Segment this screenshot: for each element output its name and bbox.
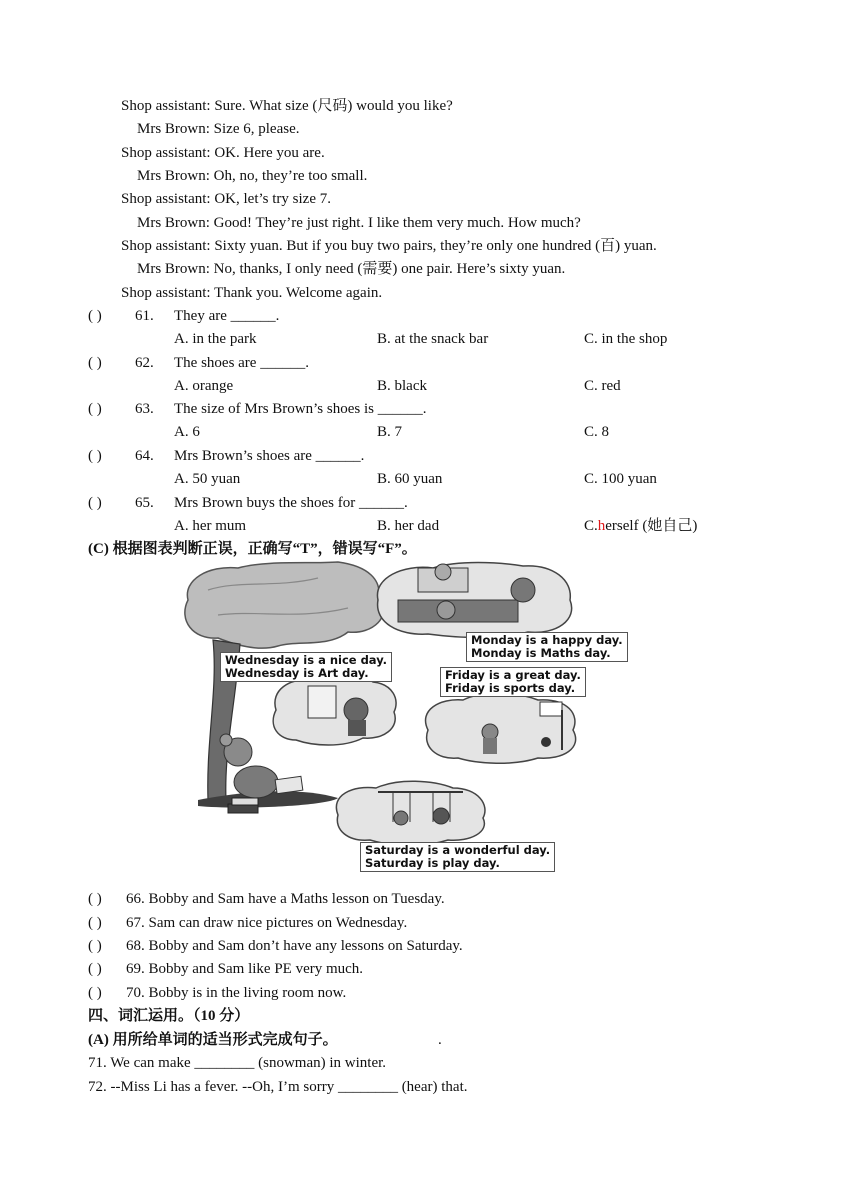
answer-blank[interactable]: ( ) bbox=[88, 961, 102, 977]
option-b: B. 60 yuan bbox=[377, 471, 443, 487]
question-number: 64. bbox=[135, 448, 154, 464]
illustration bbox=[178, 560, 623, 878]
option-a: A. orange bbox=[174, 378, 234, 394]
caption-saturday-line1: Saturday is a wonderful day. bbox=[365, 843, 551, 857]
section-4-title: 四、词汇运用。（10 分） bbox=[88, 1008, 250, 1024]
question-stem: Mrs Brown buys the shoes for ______. bbox=[174, 495, 408, 511]
tf-statement: 68. Bobby and Sam don’t have any lessons on Saturday. bbox=[126, 938, 463, 954]
caption-monday-line2: Monday is Maths day. bbox=[471, 646, 611, 660]
tf-statement: 69. Bobby and Sam like PE very much. bbox=[126, 961, 364, 977]
option-a: A. in the park bbox=[174, 331, 257, 347]
option-c-prefix: C. bbox=[584, 518, 598, 534]
option-c: C. 100 yuan bbox=[584, 471, 657, 487]
question-number: 63. bbox=[135, 401, 154, 417]
caption-wednesday-line1: Wednesday is a nice day. bbox=[225, 653, 388, 667]
question-stem: The size of Mrs Brown’s shoes is ______. bbox=[174, 401, 427, 417]
option-b: B. at the snack bar bbox=[377, 331, 489, 347]
caption-saturday bbox=[360, 842, 555, 872]
question-stem: Mrs Brown’s shoes are ______. bbox=[174, 448, 365, 464]
caption-wednesday-line2: Wednesday is Art day. bbox=[225, 666, 369, 680]
option-c: C. in the shop bbox=[584, 331, 668, 347]
option-a: A. 6 bbox=[174, 424, 200, 440]
answer-blank[interactable]: ( ) bbox=[88, 985, 102, 1001]
section-4a-title: (A) 用所给单词的适当形式完成句子。 bbox=[88, 1032, 338, 1048]
option-a: A. 50 yuan bbox=[174, 471, 241, 487]
fill-question: 72. --Miss Li has a fever. --Oh, I’m sorry ________ (hear) that. bbox=[88, 1079, 468, 1095]
option-c: C. red bbox=[584, 378, 621, 394]
caption-wednesday bbox=[220, 652, 392, 682]
tf-statement: 67. Sam can draw nice pictures on Wednesday. bbox=[126, 915, 408, 931]
dialogue-line: Mrs Brown: Good! They’re just right. I like them very much. How much? bbox=[137, 215, 581, 231]
dialogue-line: Mrs Brown: Oh, no, they’re too small. bbox=[137, 168, 368, 184]
answer-blank[interactable]: ( ) bbox=[88, 308, 102, 324]
answer-blank[interactable]: ( ) bbox=[88, 891, 102, 907]
caption-monday bbox=[466, 632, 628, 662]
question-number: 65. bbox=[135, 495, 154, 511]
question-stem: They are ______. bbox=[174, 308, 280, 324]
answer-blank[interactable]: ( ) bbox=[88, 495, 102, 511]
fill-question: 71. We can make ________ (snowman) in winter. bbox=[88, 1055, 387, 1071]
dialogue-line: Shop assistant: OK. Here you are. bbox=[121, 145, 325, 161]
dialogue-line: Shop assistant: Sure. What size (尺码) would you like? bbox=[121, 98, 453, 114]
dialogue-line: Shop assistant: OK, let’s try size 7. bbox=[121, 191, 331, 207]
option-c-rest: erself (她自己) bbox=[605, 518, 698, 534]
caption-friday-line1: Friday is a great day. bbox=[445, 668, 581, 682]
question-stem: The shoes are ______. bbox=[174, 355, 309, 371]
option-b: B. 7 bbox=[377, 424, 403, 440]
question-number: 61. bbox=[135, 308, 154, 324]
dialogue-line: Mrs Brown: Size 6, please. bbox=[137, 121, 300, 137]
tf-statement: 66. Bobby and Sam have a Maths lesson on Tuesday. bbox=[126, 891, 445, 907]
question-number: 62. bbox=[135, 355, 154, 371]
dialogue-line: Shop assistant: Sixty yuan. But if you buy two pairs, they’re only one hundred (百) yuan. bbox=[121, 238, 657, 254]
option-b: B. black bbox=[377, 378, 427, 394]
answer-blank[interactable]: ( ) bbox=[88, 355, 102, 371]
option-c-red-letter: h bbox=[597, 518, 606, 534]
answer-blank[interactable]: ( ) bbox=[88, 448, 102, 464]
dialogue-line: Shop assistant: Thank you. Welcome again. bbox=[121, 285, 383, 301]
option-c: C. 8 bbox=[584, 424, 610, 440]
caption-friday-line2: Friday is sports day. bbox=[445, 681, 576, 695]
option-b: B. her dad bbox=[377, 518, 440, 534]
tf-statement: 70. Bobby is in the living room now. bbox=[126, 985, 347, 1001]
section-c-title: (C) 根据图表判断正误，正确写“T”，错误写“F”。 bbox=[88, 541, 417, 557]
caption-friday bbox=[440, 667, 586, 697]
answer-blank[interactable]: ( ) bbox=[88, 938, 102, 954]
option-c bbox=[584, 517, 697, 535]
answer-blank[interactable]: ( ) bbox=[88, 915, 102, 931]
option-a: A. her mum bbox=[174, 518, 247, 534]
caption-monday-line1: Monday is a happy day. bbox=[471, 633, 623, 647]
answer-blank[interactable]: ( ) bbox=[88, 401, 102, 417]
section-4a-dot: . bbox=[438, 1032, 442, 1048]
caption-saturday-line2: Saturday is play day. bbox=[365, 856, 500, 870]
dialogue-line: Mrs Brown: No, thanks, I only need (需要) one pair. Here’s sixty yuan. bbox=[137, 261, 566, 277]
illustration-drawing bbox=[178, 560, 618, 878]
